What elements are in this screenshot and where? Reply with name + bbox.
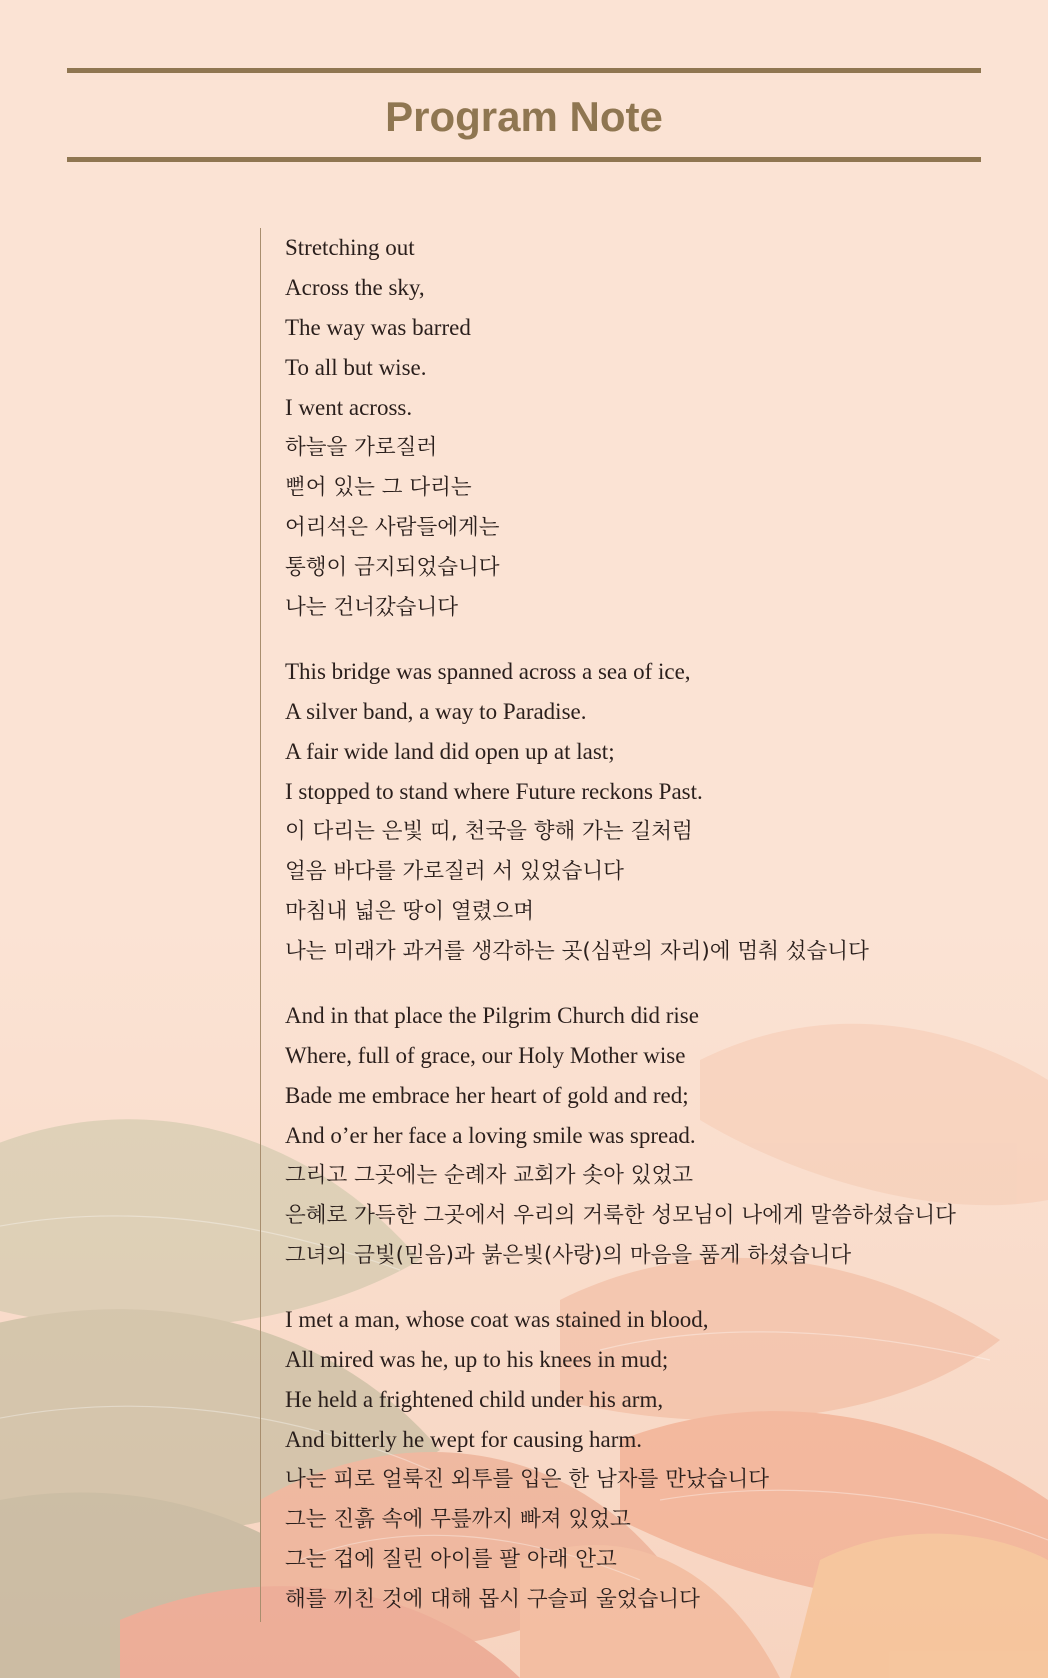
poem-line-english: A fair wide land did open up at last; — [285, 739, 615, 764]
poem-stanza — [285, 228, 1048, 628]
poem-line-english: I met a man, whose coat was stained in blood, — [285, 1307, 709, 1332]
poem-line-korean: 이 다리는 은빛 띠, 천국을 향해 가는 길처럼 — [285, 819, 693, 844]
poem-line-korean: 하늘을 가로질러 — [285, 435, 438, 460]
page-title: Program Note — [385, 93, 663, 140]
poem-block — [260, 228, 1048, 1622]
poem-line-english: He held a frightened child under his arm, — [285, 1387, 664, 1412]
poem-line-korean: 나는 건너갔습니다 — [285, 595, 458, 620]
poem-line-korean: 어리석은 사람들에게는 — [285, 515, 500, 540]
poem-line-english: And bitterly he wept for causing harm. — [285, 1427, 643, 1452]
poem-line-korean: 그는 겁에 질린 아이를 팔 아래 안고 — [285, 1547, 617, 1572]
poem-line-english: Where, full of grace, our Holy Mother wise — [285, 1043, 686, 1068]
poem-line-english: A silver band, a way to Paradise. — [285, 699, 587, 724]
title-top-rule — [67, 68, 981, 73]
poem-stanza — [285, 652, 1048, 972]
poem-line-english: And in that place the Pilgrim Church did rise — [285, 1003, 699, 1028]
poem-stanza — [285, 996, 1048, 1276]
poem-line-english: Across the sky, — [285, 275, 425, 300]
title-bottom-rule — [67, 157, 981, 162]
poem-line-korean: 통행이 금지되었습니다 — [285, 555, 500, 580]
poem-line-korean: 얼음 바다를 가로질러 서 있었습니다 — [285, 859, 624, 884]
poem-line-korean: 그녀의 금빛(믿음)과 붉은빛(사랑)의 마음을 품게 하셨습니다 — [285, 1243, 852, 1268]
poem-line-english: Stretching out — [285, 235, 415, 260]
poem-line-korean: 그는 진흙 속에 무릎까지 빠져 있었고 — [285, 1507, 631, 1532]
poem-line-english: I went across. — [285, 395, 413, 420]
poem-line-korean: 은혜로 가득한 그곳에서 우리의 거룩한 성모님이 나에게 말씀하셨습니다 — [285, 1203, 956, 1228]
poem-stanza — [285, 1300, 1048, 1620]
poem-line-english: To all but wise. — [285, 355, 427, 380]
poem-line-korean: 나는 피로 얼룩진 외투를 입은 한 남자를 만났습니다 — [285, 1467, 769, 1492]
poem-line-english: This bridge was spanned across a sea of ice, — [285, 659, 691, 684]
poem-line-english: And o’er her face a loving smile was spread. — [285, 1123, 696, 1148]
poem-line-korean: 해를 끼친 것에 대해 몹시 구슬피 울었습니다 — [285, 1587, 700, 1612]
poem-line-english: All mired was he, up to his knees in mud; — [285, 1347, 669, 1372]
poem-line-korean: 뻗어 있는 그 다리는 — [285, 475, 472, 500]
poem-line-english: The way was barred — [285, 315, 471, 340]
poem-line-english: Bade me embrace her heart of gold and red; — [285, 1083, 689, 1108]
poem-line-korean: 나는 미래가 과거를 생각하는 곳(심판의 자리)에 멈춰 섰습니다 — [285, 939, 869, 964]
poem-line-korean: 그리고 그곳에는 순례자 교회가 솟아 있었고 — [285, 1163, 694, 1188]
poem-line-korean: 마침내 넓은 땅이 열렸으며 — [285, 899, 534, 924]
poem-line-english: I stopped to stand where Future reckons Past. — [285, 779, 703, 804]
